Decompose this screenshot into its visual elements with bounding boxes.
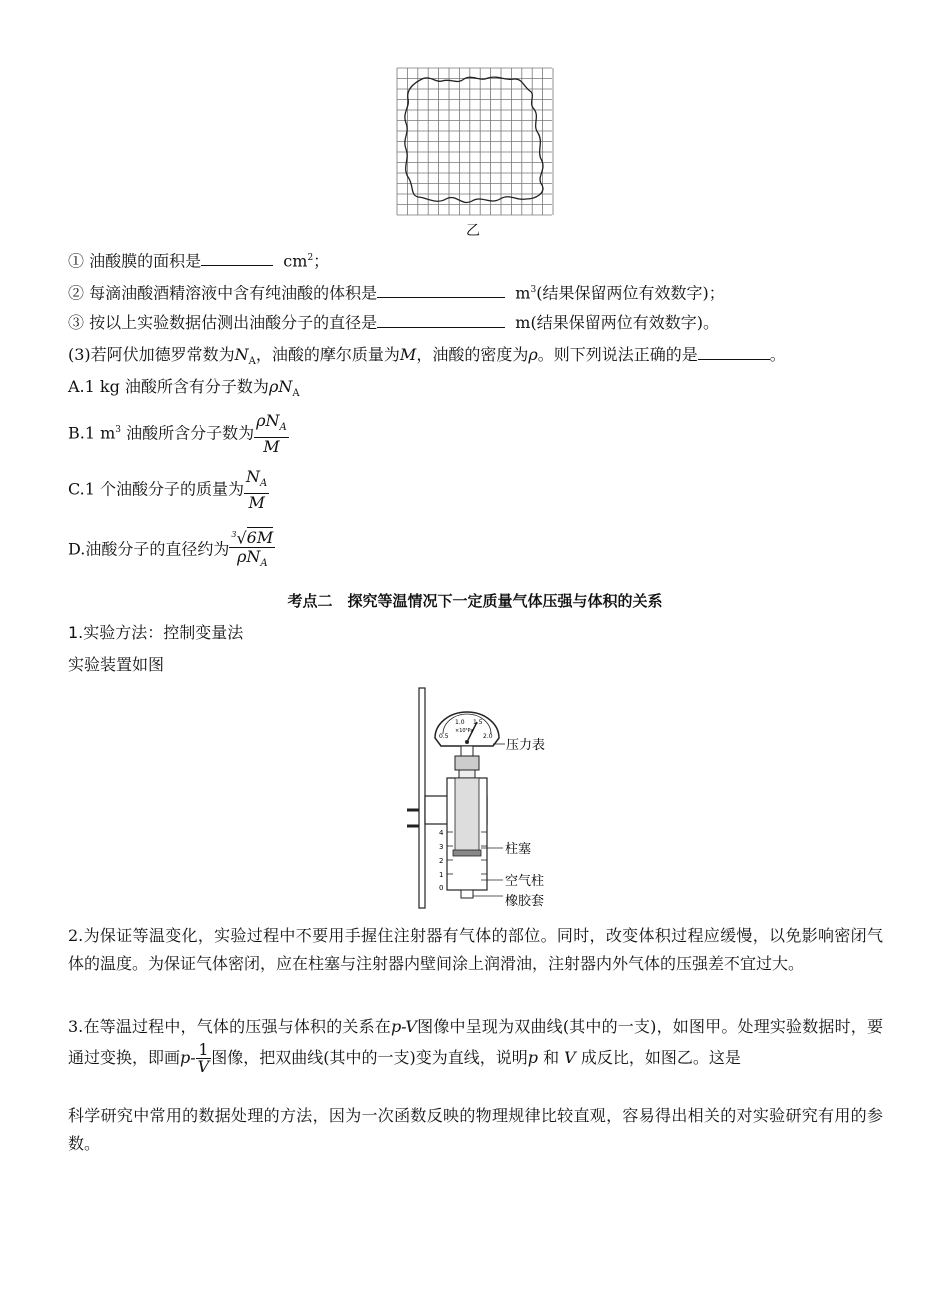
dial-unit: ×10⁵Pa: [455, 728, 474, 734]
dial-label-1: 1.0: [455, 719, 465, 726]
q2-item-1: ① 油酸膜的面积是 $cm^2$；: [68, 251, 330, 271]
apparatus-intro: 实验装置如图: [68, 655, 165, 674]
stand-rod: [419, 688, 425, 908]
answer-blank[interactable]: [377, 312, 505, 328]
answer-blank[interactable]: [377, 282, 505, 298]
q2-item-2: ② 每滴油酸酒精溶液中含有纯油酸的体积是 $m^3$(结果保留两位有效数字)；: [68, 283, 725, 303]
label-air-column: 空气柱: [505, 874, 545, 889]
answer-blank[interactable]: [698, 344, 770, 360]
method-line: 1.实验方法：控制变量法: [68, 623, 244, 642]
paragraph-3-cont: 科学研究中常用的数据处理的方法，因为一次函数反映的物理规律比较直观，容易得出相关的对实验研究有用的参数。: [68, 1106, 883, 1153]
oil-film-grid-figure: [396, 67, 554, 217]
section-title: 考点二 探究等温情况下一定质量气体压强与体积的关系: [287, 592, 663, 610]
dial-label-4: 2.0: [483, 733, 493, 740]
option-b: B.1 $m^3$ 油酸所含分子数为 $\frac{\rho N_A}{M}$: [68, 410, 287, 456]
option-d: D.油酸分子的直径约为 $\frac{^3√6M}{\rho N_A}$: [68, 526, 275, 574]
q3-stem: (3)若阿伏加德罗常数为$N_A$，油酸的摩尔质量为M，油酸的密度为ρ。则下列说法正确的是 。: [68, 345, 786, 368]
scale-mark: 4: [439, 829, 444, 837]
pressure-gauge: [435, 712, 499, 778]
apparatus-figure: [395, 686, 565, 912]
option-c: C.1 个油酸分子的质量为 $\frac{N_A}{M}$: [68, 467, 268, 513]
scale-mark: 1: [439, 871, 444, 879]
fraction: $\frac{^3√6M}{\rho N_A}$: [229, 526, 275, 574]
scale-mark: 2: [439, 857, 444, 865]
fraction: $\frac{\rho N_A}{M}$: [256, 410, 287, 456]
option-a: A.1 kg 油酸所含有分子数为$\rho N_A$: [68, 377, 300, 400]
fraction: $\frac{N_A}{M}$: [246, 467, 268, 513]
label-gauge: 压力表: [506, 738, 546, 753]
q2-item-3: ③ 按以上实验数据估测出油酸分子的直径是 m(结果保留两位有效数字)。: [68, 313, 719, 332]
paragraph-3: 3.在等温过程中，气体的压强与体积的关系在p-V图像中呈现为双曲线(其中的一支)，如图甲。处理实验数据时，要通过变换，即画p- $\frac{1}{V}$ 图像，把双曲线(其中的一支)变为直线，说明p 和 V 成反比，如图乙。这是: [68, 1017, 883, 1076]
figure-caption: 乙: [466, 223, 480, 239]
dial-label-2: 1.5: [473, 719, 483, 726]
fraction: $\frac{1}{V}$: [197, 1040, 210, 1076]
scale-mark: 0: [439, 884, 444, 892]
dial-label-3: 0.5: [439, 733, 449, 740]
answer-blank[interactable]: [201, 250, 273, 266]
label-plunger: 柱塞: [505, 842, 532, 857]
scale-mark: 3: [439, 843, 444, 851]
label-rubber-cap: 橡胶套: [505, 894, 545, 909]
paragraph-2: 2.为保证等温变化，实验过程中不要用手握住注射器有气体的部位。同时，改变体积过程应缓慢，以免影响密闭气体的温度。为保证气体密闭，应在柱塞与注射器内壁间涂上润滑油，注射器内外气体的压强差不宜过大。: [68, 926, 883, 973]
